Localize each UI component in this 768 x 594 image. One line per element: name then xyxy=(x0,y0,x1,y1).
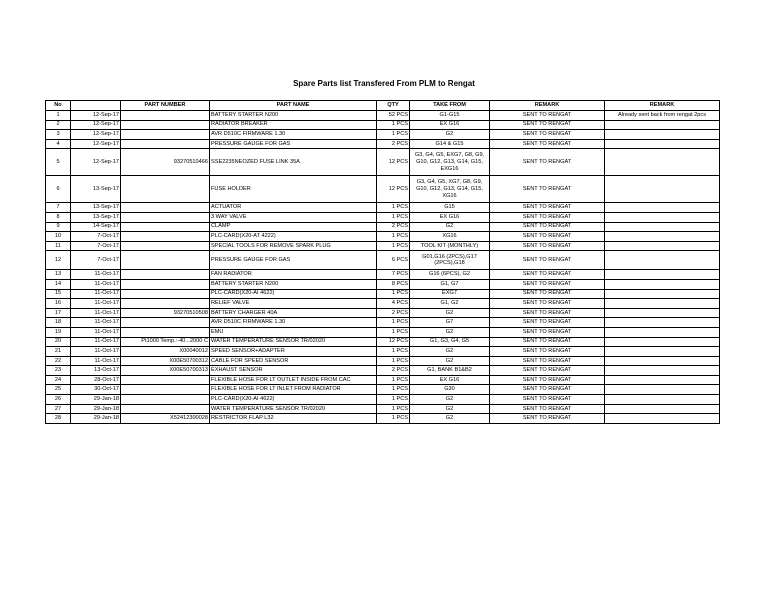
row-remark: SENT TO RENGAT xyxy=(490,176,605,203)
row-part-number xyxy=(121,232,210,242)
header-qty: QTY xyxy=(377,101,410,111)
row-remark-2 xyxy=(605,356,720,366)
row-qty: 1 PCS xyxy=(377,130,410,140)
row-qty: 1 PCS xyxy=(377,395,410,405)
header-remark-2: REMARK xyxy=(605,101,720,111)
row-date: 7-Oct-17 xyxy=(71,251,121,270)
row-part-number xyxy=(121,327,210,337)
row-part-number xyxy=(121,270,210,280)
row-qty: 1 PCS xyxy=(377,203,410,213)
row-remark-2 xyxy=(605,318,720,328)
row-remark-2 xyxy=(605,308,720,318)
row-remark-2 xyxy=(605,251,720,270)
row-remark: SENT TO RENGAT xyxy=(490,337,605,347)
row-date: 12-Sep-17 xyxy=(71,111,121,121)
row-remark: SENT TO RENGAT xyxy=(490,232,605,242)
table-row xyxy=(46,149,720,176)
row-part-name: PRESSURE GAUGE FOR GAS xyxy=(210,139,377,149)
row-number: 4 xyxy=(46,139,71,149)
row-part-name: FLEXIBLE HOSE FOR LT INLET FROM RADIATOR xyxy=(210,385,377,395)
row-remark: SENT TO RENGAT xyxy=(490,404,605,414)
row-remark-2 xyxy=(605,414,720,424)
row-remark-2 xyxy=(605,289,720,299)
row-part-name: PLC-CARD(X20-AI 4622) xyxy=(210,395,377,405)
row-date: 12-Sep-17 xyxy=(71,139,121,149)
document-title: Spare Parts list Transfered From PLM to Rengat xyxy=(293,79,475,88)
row-remark-2 xyxy=(605,212,720,222)
row-date: 7-Oct-17 xyxy=(71,241,121,251)
row-qty: 1 PCS xyxy=(377,232,410,242)
row-date: 29-Jan-18 xyxy=(71,404,121,414)
table-row xyxy=(46,139,720,149)
table-header-row xyxy=(46,101,720,111)
row-part-number xyxy=(121,222,210,232)
row-number: 19 xyxy=(46,327,71,337)
table-row xyxy=(46,212,720,222)
row-part-name: RADIATOR BREAKER xyxy=(210,120,377,130)
row-number: 22 xyxy=(46,356,71,366)
table-row xyxy=(46,385,720,395)
row-remark: SENT TO RENGAT xyxy=(490,241,605,251)
row-take-from: G3, G4, G5, EXG7, G8, G9, G10, G12, G13, G14, G15, EXG16 xyxy=(410,149,490,176)
row-part-number xyxy=(121,251,210,270)
table-row xyxy=(46,111,720,121)
row-remark: SENT TO RENGAT xyxy=(490,222,605,232)
row-part-number: X00040012 xyxy=(121,347,210,357)
row-take-from: G15 xyxy=(410,203,490,213)
row-part-number xyxy=(121,120,210,130)
table-row xyxy=(46,404,720,414)
row-part-name: FAN RADIATOR xyxy=(210,270,377,280)
row-part-name: AVR D510C FIRMWARE 1.30 xyxy=(210,318,377,328)
row-remark-2 xyxy=(605,241,720,251)
row-number: 14 xyxy=(46,279,71,289)
row-part-name: PLC-CARD(X20-AI 4622) xyxy=(210,289,377,299)
row-remark: SENT TO RENGAT xyxy=(490,318,605,328)
row-remark: SENT TO RENGAT xyxy=(490,414,605,424)
row-date: 29-Jan-18 xyxy=(71,414,121,424)
row-number: 13 xyxy=(46,270,71,280)
row-number: 27 xyxy=(46,404,71,414)
row-date: 11-Oct-17 xyxy=(71,308,121,318)
row-qty: 12 PCS xyxy=(377,149,410,176)
row-part-name: 3 WAY VALVE xyxy=(210,212,377,222)
row-part-number xyxy=(121,318,210,328)
row-qty: 12 PCS xyxy=(377,176,410,203)
table-row xyxy=(46,327,720,337)
table-row xyxy=(46,347,720,357)
row-number: 3 xyxy=(46,130,71,140)
row-part-number xyxy=(121,139,210,149)
row-remark-2 xyxy=(605,176,720,203)
row-date: 30-Oct-17 xyxy=(71,385,121,395)
row-date: 7-Oct-17 xyxy=(71,232,121,242)
row-number: 10 xyxy=(46,232,71,242)
row-take-from: G2 xyxy=(410,327,490,337)
table-row xyxy=(46,270,720,280)
row-part-number xyxy=(121,212,210,222)
table-row xyxy=(46,176,720,203)
row-qty: 1 PCS xyxy=(377,120,410,130)
row-qty: 2 PCS xyxy=(377,366,410,376)
row-remark: SENT TO RENGAT xyxy=(490,139,605,149)
row-qty: 1 PCS xyxy=(377,347,410,357)
row-date: 11-Oct-17 xyxy=(71,289,121,299)
row-take-from: G2 xyxy=(410,414,490,424)
row-part-name: CABLE FOR SPEED SENSOR xyxy=(210,356,377,366)
header-remark: REMARK xyxy=(490,101,605,111)
row-take-from: G2 xyxy=(410,404,490,414)
row-number: 5 xyxy=(46,149,71,176)
row-remark-2 xyxy=(605,203,720,213)
row-number: 25 xyxy=(46,385,71,395)
row-date: 11-Oct-17 xyxy=(71,356,121,366)
row-remark-2 xyxy=(605,149,720,176)
row-take-from: G01,G16 (2PCS),G17 (2PCS),G18 xyxy=(410,251,490,270)
row-part-name: FUSE HOLDER xyxy=(210,176,377,203)
row-qty: 1 PCS xyxy=(377,414,410,424)
row-remark: SENT TO RENGAT xyxy=(490,308,605,318)
row-part-number xyxy=(121,130,210,140)
row-remark-2 xyxy=(605,327,720,337)
row-remark: SENT TO RENGAT xyxy=(490,366,605,376)
row-number: 12 xyxy=(46,251,71,270)
row-qty: 12 PCS xyxy=(377,337,410,347)
row-date: 14-Sep-17 xyxy=(71,222,121,232)
row-number: 21 xyxy=(46,347,71,357)
row-take-from: EX G16 xyxy=(410,212,490,222)
row-date: 11-Oct-17 xyxy=(71,279,121,289)
row-take-from: EX G16 xyxy=(410,375,490,385)
row-part-name: SPECIAL TOOLS FOR REMOVE SPARK PLUG xyxy=(210,241,377,251)
row-take-from: G7 xyxy=(410,318,490,328)
row-part-number xyxy=(121,111,210,121)
row-part-number xyxy=(121,241,210,251)
row-take-from: G2 xyxy=(410,347,490,357)
row-part-number: X00E50700312 xyxy=(121,356,210,366)
row-date: 12-Sep-17 xyxy=(71,120,121,130)
row-part-name: PRESSURE GAUGE FOR GAS xyxy=(210,251,377,270)
row-qty: 2 PCS xyxy=(377,222,410,232)
table-row xyxy=(46,222,720,232)
row-date: 13-Sep-17 xyxy=(71,212,121,222)
row-qty: 2 PCS xyxy=(377,139,410,149)
row-remark: SENT TO RENGAT xyxy=(490,270,605,280)
row-part-name: EMU xyxy=(210,327,377,337)
row-remark: SENT TO RENGAT xyxy=(490,375,605,385)
table-row xyxy=(46,318,720,328)
table-row xyxy=(46,337,720,347)
row-remark: SENT TO RENGAT xyxy=(490,347,605,357)
row-number: 16 xyxy=(46,299,71,309)
row-qty: 1 PCS xyxy=(377,385,410,395)
header-no: No xyxy=(46,101,71,111)
row-number: 6 xyxy=(46,176,71,203)
row-qty: 6 PCS xyxy=(377,251,410,270)
row-part-name: BATTERY STARTER N200 xyxy=(210,279,377,289)
row-qty: 1 PCS xyxy=(377,404,410,414)
row-remark-2 xyxy=(605,337,720,347)
row-part-name: SSE2235NEOZED FUSE LINK 35A xyxy=(210,149,377,176)
row-qty: 1 PCS xyxy=(377,241,410,251)
row-remark: SENT TO RENGAT xyxy=(490,130,605,140)
table-row xyxy=(46,375,720,385)
row-remark-2 xyxy=(605,232,720,242)
row-number: 8 xyxy=(46,212,71,222)
table-row xyxy=(46,120,720,130)
row-take-from: G1, G7 xyxy=(410,279,490,289)
row-qty: 1 PCS xyxy=(377,327,410,337)
row-part-name: WATER TEMPERATURE SENSOR TR/02020 xyxy=(210,404,377,414)
row-part-name: EXHAUST SENSOR xyxy=(210,366,377,376)
row-take-from: G14 & G15 xyxy=(410,139,490,149)
table-row xyxy=(46,251,720,270)
row-part-number xyxy=(121,404,210,414)
row-date: 11-Oct-17 xyxy=(71,318,121,328)
row-take-from: EXG7 xyxy=(410,289,490,299)
row-qty: 1 PCS xyxy=(377,318,410,328)
row-number: 18 xyxy=(46,318,71,328)
row-part-number xyxy=(121,395,210,405)
table-row xyxy=(46,241,720,251)
row-part-name: RELIEF VALVE xyxy=(210,299,377,309)
row-part-name: WATER TEMPERATURE SENSOR TR/02020 xyxy=(210,337,377,347)
row-remark-2 xyxy=(605,385,720,395)
row-qty: 7 PCS xyxy=(377,270,410,280)
row-remark: SENT TO RENGAT xyxy=(490,212,605,222)
row-remark: SENT TO RENGAT xyxy=(490,149,605,176)
row-remark: SENT TO RENGAT xyxy=(490,385,605,395)
row-date: 28-Oct-17 xyxy=(71,375,121,385)
row-date: 13-Oct-17 xyxy=(71,366,121,376)
row-remark: SENT TO RENGAT xyxy=(490,120,605,130)
row-qty: 1 PCS xyxy=(377,212,410,222)
row-number: 7 xyxy=(46,203,71,213)
row-take-from: G2 xyxy=(410,222,490,232)
row-qty: 2 PCS xyxy=(377,308,410,318)
row-number: 17 xyxy=(46,308,71,318)
row-remark-2 xyxy=(605,375,720,385)
row-remark-2 xyxy=(605,279,720,289)
row-take-from: G16 (6PCS), G2 xyxy=(410,270,490,280)
table-row xyxy=(46,299,720,309)
row-take-from: G1-G15 xyxy=(410,111,490,121)
row-remark-2 xyxy=(605,139,720,149)
row-number: 20 xyxy=(46,337,71,347)
row-date: 11-Oct-17 xyxy=(71,347,121,357)
row-part-number xyxy=(121,289,210,299)
row-remark: SENT TO RENGAT xyxy=(490,279,605,289)
row-part-number: 93270510508 xyxy=(121,308,210,318)
row-remark-2 xyxy=(605,299,720,309)
row-remark-2 xyxy=(605,130,720,140)
row-number: 1 xyxy=(46,111,71,121)
table-row xyxy=(46,356,720,366)
row-date: 12-Sep-17 xyxy=(71,149,121,176)
row-part-number xyxy=(121,375,210,385)
row-remark: SENT TO RENGAT xyxy=(490,299,605,309)
row-remark-2 xyxy=(605,395,720,405)
row-number: 9 xyxy=(46,222,71,232)
row-date: 13-Sep-17 xyxy=(71,203,121,213)
row-take-from: TOOL KIT (MONTHLY) xyxy=(410,241,490,251)
row-remark: SENT TO RENGAT xyxy=(490,327,605,337)
table-row xyxy=(46,414,720,424)
table-row xyxy=(46,289,720,299)
header-part-name: PART NAME xyxy=(210,101,377,111)
header-date xyxy=(71,101,121,111)
row-part-number xyxy=(121,176,210,203)
row-part-name: ACTUATOR xyxy=(210,203,377,213)
row-remark: SENT TO RENGAT xyxy=(490,111,605,121)
row-part-number xyxy=(121,279,210,289)
row-number: 28 xyxy=(46,414,71,424)
row-take-from: EX G16 xyxy=(410,120,490,130)
spare-parts-table xyxy=(45,100,720,424)
row-take-from: G1, G3, G4, G5 xyxy=(410,337,490,347)
row-qty: 1 PCS xyxy=(377,356,410,366)
row-remark-2 xyxy=(605,120,720,130)
row-part-name: BATTERY CHARGER 40A xyxy=(210,308,377,318)
table-row xyxy=(46,203,720,213)
row-date: 11-Oct-17 xyxy=(71,327,121,337)
row-remark-2 xyxy=(605,404,720,414)
row-remark-2: Already sent back from rengat 2pcs xyxy=(605,111,720,121)
row-take-from: G2 xyxy=(410,308,490,318)
row-number: 24 xyxy=(46,375,71,385)
row-number: 26 xyxy=(46,395,71,405)
row-take-from: G1, G2 xyxy=(410,299,490,309)
row-part-name: CLAMP xyxy=(210,222,377,232)
row-part-name: BATTERY STARTER N200 xyxy=(210,111,377,121)
row-part-name: FLEXIBLE HOSE FOR LT OUTLET INSIDE FROM CAC xyxy=(210,375,377,385)
row-number: 23 xyxy=(46,366,71,376)
table-row xyxy=(46,395,720,405)
row-remark: SENT TO RENGAT xyxy=(490,289,605,299)
row-part-number: Pt1000 Temp.:-40...2000 C xyxy=(121,337,210,347)
row-remark: SENT TO RENGAT xyxy=(490,251,605,270)
row-date: 11-Oct-17 xyxy=(71,337,121,347)
row-number: 15 xyxy=(46,289,71,299)
row-remark-2 xyxy=(605,270,720,280)
row-remark: SENT TO RENGAT xyxy=(490,395,605,405)
row-take-from: G1, BANK B1&B2 xyxy=(410,366,490,376)
row-qty: 4 PCS xyxy=(377,299,410,309)
row-part-number: X00E50700313 xyxy=(121,366,210,376)
row-qty: 1 PCS xyxy=(377,289,410,299)
row-date: 11-Oct-17 xyxy=(71,299,121,309)
row-part-number: 93270510466 xyxy=(121,149,210,176)
row-date: 13-Sep-17 xyxy=(71,176,121,203)
row-remark: SENT TO RENGAT xyxy=(490,356,605,366)
row-take-from: G2 xyxy=(410,356,490,366)
row-part-number xyxy=(121,203,210,213)
row-date: 11-Oct-17 xyxy=(71,270,121,280)
header-take-from: TAKE FROM xyxy=(410,101,490,111)
row-part-name: PLC-CARD(X20-AT 4222) xyxy=(210,232,377,242)
row-remark-2 xyxy=(605,347,720,357)
row-remark-2 xyxy=(605,366,720,376)
row-part-number xyxy=(121,385,210,395)
row-part-name: RESTRICTOR FLAP L32 xyxy=(210,414,377,424)
row-qty: 1 PCS xyxy=(377,375,410,385)
header-part-number: PART NUMBER xyxy=(121,101,210,111)
row-take-from: XG16 xyxy=(410,232,490,242)
row-part-number xyxy=(121,299,210,309)
row-take-from: G2 xyxy=(410,130,490,140)
row-remark-2 xyxy=(605,222,720,232)
row-date: 12-Sep-17 xyxy=(71,130,121,140)
table-row xyxy=(46,366,720,376)
row-part-number: X52412300028 xyxy=(121,414,210,424)
table-row xyxy=(46,130,720,140)
row-take-from: G30 xyxy=(410,385,490,395)
row-remark: SENT TO RENGAT xyxy=(490,203,605,213)
row-date: 29-Jan-18 xyxy=(71,395,121,405)
row-take-from: G3, G4, G5, XG7, G8, G9, G10, G12, G13, G14, G15, XG16 xyxy=(410,176,490,203)
row-number: 11 xyxy=(46,241,71,251)
row-qty: 8 PCS xyxy=(377,279,410,289)
table-row xyxy=(46,279,720,289)
table-row xyxy=(46,308,720,318)
row-take-from: G2 xyxy=(410,395,490,405)
table-row xyxy=(46,232,720,242)
row-qty: 52 PCS xyxy=(377,111,410,121)
row-part-name: AVR D510C FIRMWARE 1.30 xyxy=(210,130,377,140)
row-part-name: SPEED SENSOR+ADAPTER xyxy=(210,347,377,357)
row-number: 2 xyxy=(46,120,71,130)
